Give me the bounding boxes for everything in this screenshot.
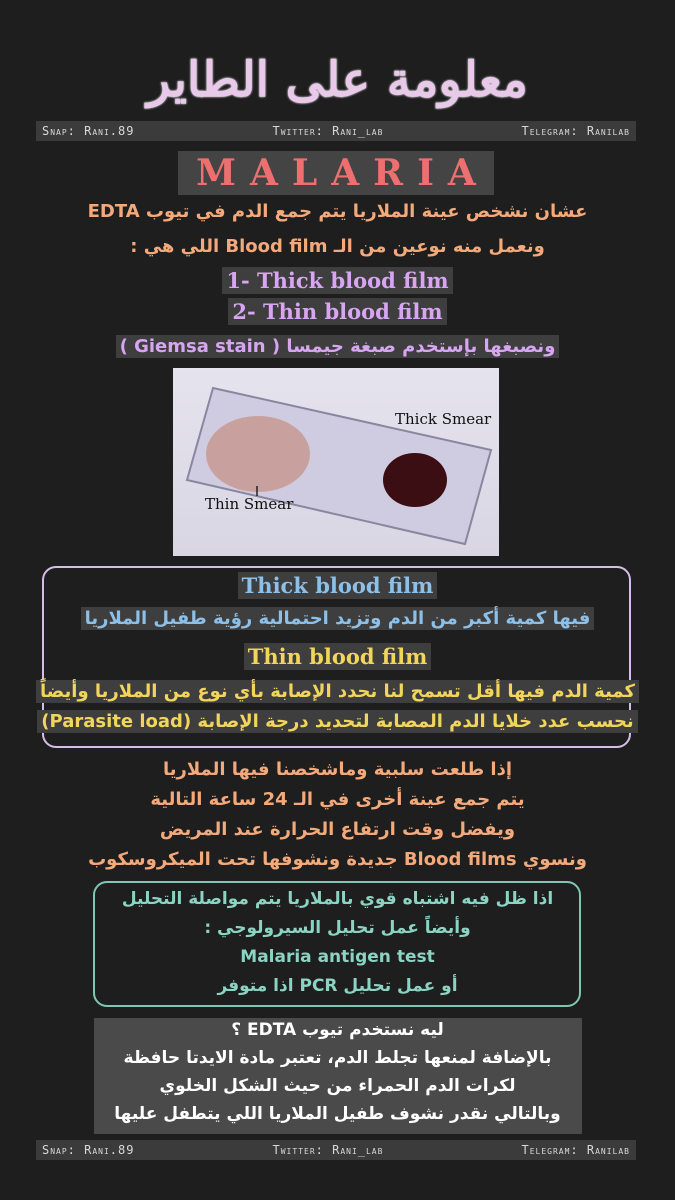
suspicion-line-3: Malaria antigen test xyxy=(240,947,435,967)
thin-smear-label: Thin Smear xyxy=(205,495,294,513)
negative-line-1: إذا طلعت سلبية وماشخصنا فيها الملاريا xyxy=(162,759,512,780)
negative-row-4 xyxy=(0,849,675,870)
stain-note: ونصبغها بإستخدم صبغة جيمسا ( Giemsa stain ) xyxy=(116,335,560,358)
social-bar-bottom xyxy=(36,1140,636,1160)
suspicion-line-1: اذا ظل فيه اشتباه قوي بالملاريا يتم مواصلة التحليل xyxy=(121,889,554,909)
malaria-heading: MALARIA xyxy=(178,151,494,195)
thin-section-line-2: نحسب عدد خلايا الدم المصابة لتحديد درجة الإصابة (Parasite load) xyxy=(37,710,637,733)
edta-row-2 xyxy=(0,1048,675,1068)
suspicion-row-2 xyxy=(0,918,675,938)
suspicion-line-2: وأيضاً عمل تحليل السيرولوجي : xyxy=(204,918,471,938)
edta-line-3: لكرات الدم الحمراء من حيث الشكل الخلوي xyxy=(159,1076,516,1096)
negative-row-3 xyxy=(0,819,675,840)
thick-smear-label: Thick Smear xyxy=(395,410,492,428)
thick-section-title: Thick blood film xyxy=(238,572,438,599)
thick-title-row xyxy=(0,573,675,598)
thin-title-row xyxy=(0,644,675,669)
telegram-handle: Telegram: Ranilab xyxy=(521,124,630,138)
slide-illustration xyxy=(173,368,499,556)
snap-handle-bottom: Snap: Rani.89 xyxy=(42,1143,135,1157)
stain-note-row xyxy=(0,336,675,357)
suspicion-line-4: أو عمل تحليل PCR اذا متوفر xyxy=(217,976,458,996)
twitter-handle: Twitter: Rani_lab xyxy=(272,124,384,138)
suspicion-row-1 xyxy=(0,889,675,909)
twitter-handle-bottom: Twitter: Rani_lab xyxy=(272,1143,384,1157)
snap-handle: Snap: Rani.89 xyxy=(42,124,135,138)
film-type-1-row xyxy=(0,268,675,293)
negative-line-2: يتم جمع عينة أخرى في الـ 24 ساعة التالية xyxy=(150,789,525,810)
intro-text-2: ونعمل منه نوعين من الـ Blood film اللي هي : xyxy=(130,236,545,257)
thin-text-row-1 xyxy=(0,681,675,702)
negative-row-1 xyxy=(0,759,675,780)
blood-smear-photo xyxy=(173,368,499,556)
telegram-handle-bottom: Telegram: Ranilab xyxy=(521,1143,630,1157)
edta-row-3 xyxy=(0,1076,675,1096)
edta-line-1: ليه نستخدم تيوب EDTA ؟ xyxy=(231,1020,444,1040)
edta-row-4 xyxy=(0,1104,675,1124)
intro-text-1: عشان نشخص عينة الملاريا يتم جمع الدم في تيوب EDTA xyxy=(87,201,588,222)
film-type-2: 2- Thin blood film xyxy=(228,298,446,325)
suspicion-row-3 xyxy=(0,947,675,967)
social-bar-top xyxy=(36,121,636,141)
negative-line-4: ونسوي Blood films جديدة ونشوفها تحت الميكروسكوب xyxy=(88,849,587,870)
film-type-2-row xyxy=(0,299,675,324)
thick-section-text: فيها كمية أكبر من الدم وتزيد احتمالية رؤية طفيل الملاريا xyxy=(81,607,595,630)
edta-line-4: وبالتالي نقدر نشوف طفيل الملاريا اللي يتطفل عليها xyxy=(114,1104,561,1124)
suspicion-row-4 xyxy=(0,976,675,996)
thick-text-row xyxy=(0,608,675,629)
intro-line-2 xyxy=(0,236,675,257)
film-type-1: 1- Thick blood film xyxy=(222,267,452,294)
edta-row-1 xyxy=(0,1020,675,1040)
thin-section-line-1: كمية الدم فيها أقل تسمح لنا نحدد الإصابة بأي نوع من الملاريا وأيضاً xyxy=(36,680,639,703)
thick-smear-spot xyxy=(383,453,447,507)
thin-text-row-2 xyxy=(0,711,675,732)
negative-row-2 xyxy=(0,789,675,810)
page-title: معلومة على الطاير xyxy=(147,52,528,108)
edta-line-2: بالإضافة لمنعها تجلط الدم، تعتبر مادة الايدتا حافظة xyxy=(123,1048,552,1068)
intro-line-1 xyxy=(0,201,675,222)
thin-smear-spot xyxy=(206,416,310,492)
thin-section-title: Thin blood film xyxy=(244,643,432,670)
negative-line-3: ويفضل وقت ارتفاع الحرارة عند المريض xyxy=(159,819,516,840)
